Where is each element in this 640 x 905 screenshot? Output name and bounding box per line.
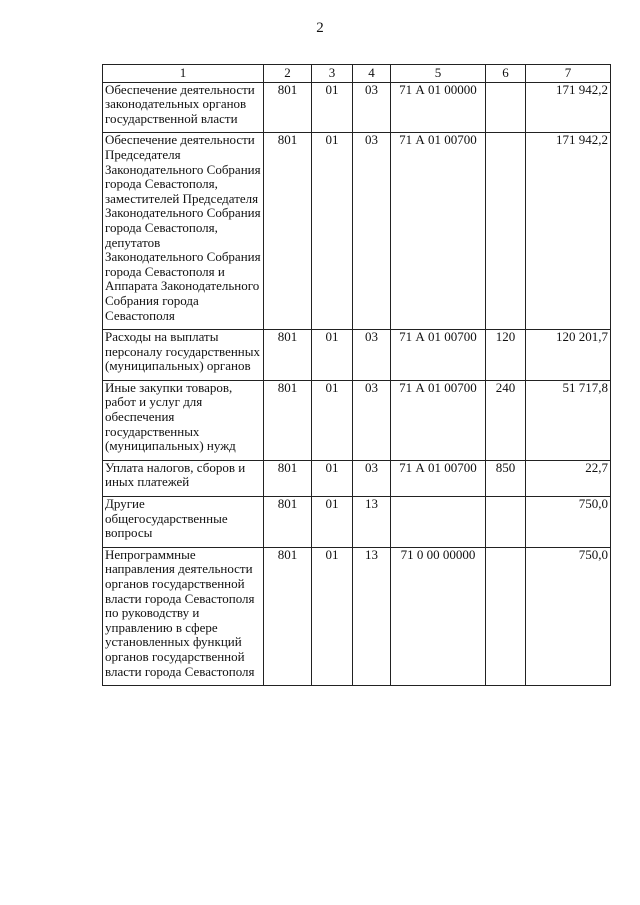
row-pr: 03 — [353, 82, 391, 133]
row-vr — [486, 82, 526, 133]
header-col-7: 7 — [526, 65, 611, 83]
row-rz: 01 — [312, 82, 353, 133]
header-col-2: 2 — [264, 65, 312, 83]
row-pr: 03 — [353, 460, 391, 496]
row-ved: 801 — [264, 460, 312, 496]
row-name: Иные закупки товаров, работ и услуг для обеспечения государственных (муниципальных) нужд — [103, 380, 264, 460]
row-ved: 801 — [264, 547, 312, 685]
row-csr: 71 А 01 00700 — [391, 460, 486, 496]
row-ved: 801 — [264, 82, 312, 133]
row-csr: 71 А 01 00000 — [391, 82, 486, 133]
table-header-row — [103, 65, 611, 83]
row-ved: 801 — [264, 380, 312, 460]
table-row — [103, 460, 611, 496]
row-ved: 801 — [264, 133, 312, 330]
table-row — [103, 330, 611, 381]
row-rz: 01 — [312, 133, 353, 330]
row-name: Обеспечение деятельности законодательных органов государственной власти — [103, 82, 264, 133]
row-ved: 801 — [264, 330, 312, 381]
row-csr: 71 А 01 00700 — [391, 133, 486, 330]
table-row — [103, 133, 611, 330]
table-row — [103, 497, 611, 548]
row-vr: 120 — [486, 330, 526, 381]
row-vr: 240 — [486, 380, 526, 460]
row-csr: 71 А 01 00700 — [391, 380, 486, 460]
budget-table — [102, 64, 611, 686]
row-sum: 750,0 — [526, 547, 611, 685]
row-name: Обеспечение деятельности Председателя Законодательного Собрания города Севастополя, заместителей Председателя Законодательного Собрания города Севастополя, депутатов Законодательного Собрания города Севастополя и Аппарата Законодательного Собрания города Севастополя — [103, 133, 264, 330]
header-col-4: 4 — [353, 65, 391, 83]
header-col-3: 3 — [312, 65, 353, 83]
row-pr: 03 — [353, 133, 391, 330]
row-rz: 01 — [312, 547, 353, 685]
header-col-5: 5 — [391, 65, 486, 83]
row-name: Уплата налогов, сборов и иных платежей — [103, 460, 264, 496]
row-name: Расходы на выплаты персоналу государственных (муниципальных) органов — [103, 330, 264, 381]
row-rz: 01 — [312, 460, 353, 496]
row-sum: 171 942,2 — [526, 133, 611, 330]
header-col-1: 1 — [103, 65, 264, 83]
row-ved: 801 — [264, 497, 312, 548]
row-sum: 22,7 — [526, 460, 611, 496]
row-vr — [486, 497, 526, 548]
row-csr: 71 0 00 00000 — [391, 547, 486, 685]
table-row — [103, 82, 611, 133]
row-sum: 51 717,8 — [526, 380, 611, 460]
row-sum: 120 201,7 — [526, 330, 611, 381]
row-sum: 171 942,2 — [526, 82, 611, 133]
row-pr: 03 — [353, 330, 391, 381]
row-name: Непрограммные направления деятельности органов государственной власти города Севастополя по руководству и управлению в сфере установленных функций органов государственной власти города Севастополя — [103, 547, 264, 685]
row-rz: 01 — [312, 380, 353, 460]
row-vr — [486, 547, 526, 685]
table-row — [103, 547, 611, 685]
row-rz: 01 — [312, 330, 353, 381]
row-pr: 13 — [353, 497, 391, 548]
row-pr: 13 — [353, 547, 391, 685]
row-pr: 03 — [353, 380, 391, 460]
header-col-6: 6 — [486, 65, 526, 83]
row-vr — [486, 133, 526, 330]
row-name: Другие общегосударственные вопросы — [103, 497, 264, 548]
row-csr — [391, 497, 486, 548]
table-row — [103, 380, 611, 460]
row-rz: 01 — [312, 497, 353, 548]
row-vr: 850 — [486, 460, 526, 496]
row-sum: 750,0 — [526, 497, 611, 548]
row-csr: 71 А 01 00700 — [391, 330, 486, 381]
page-number: 2 — [316, 20, 324, 36]
